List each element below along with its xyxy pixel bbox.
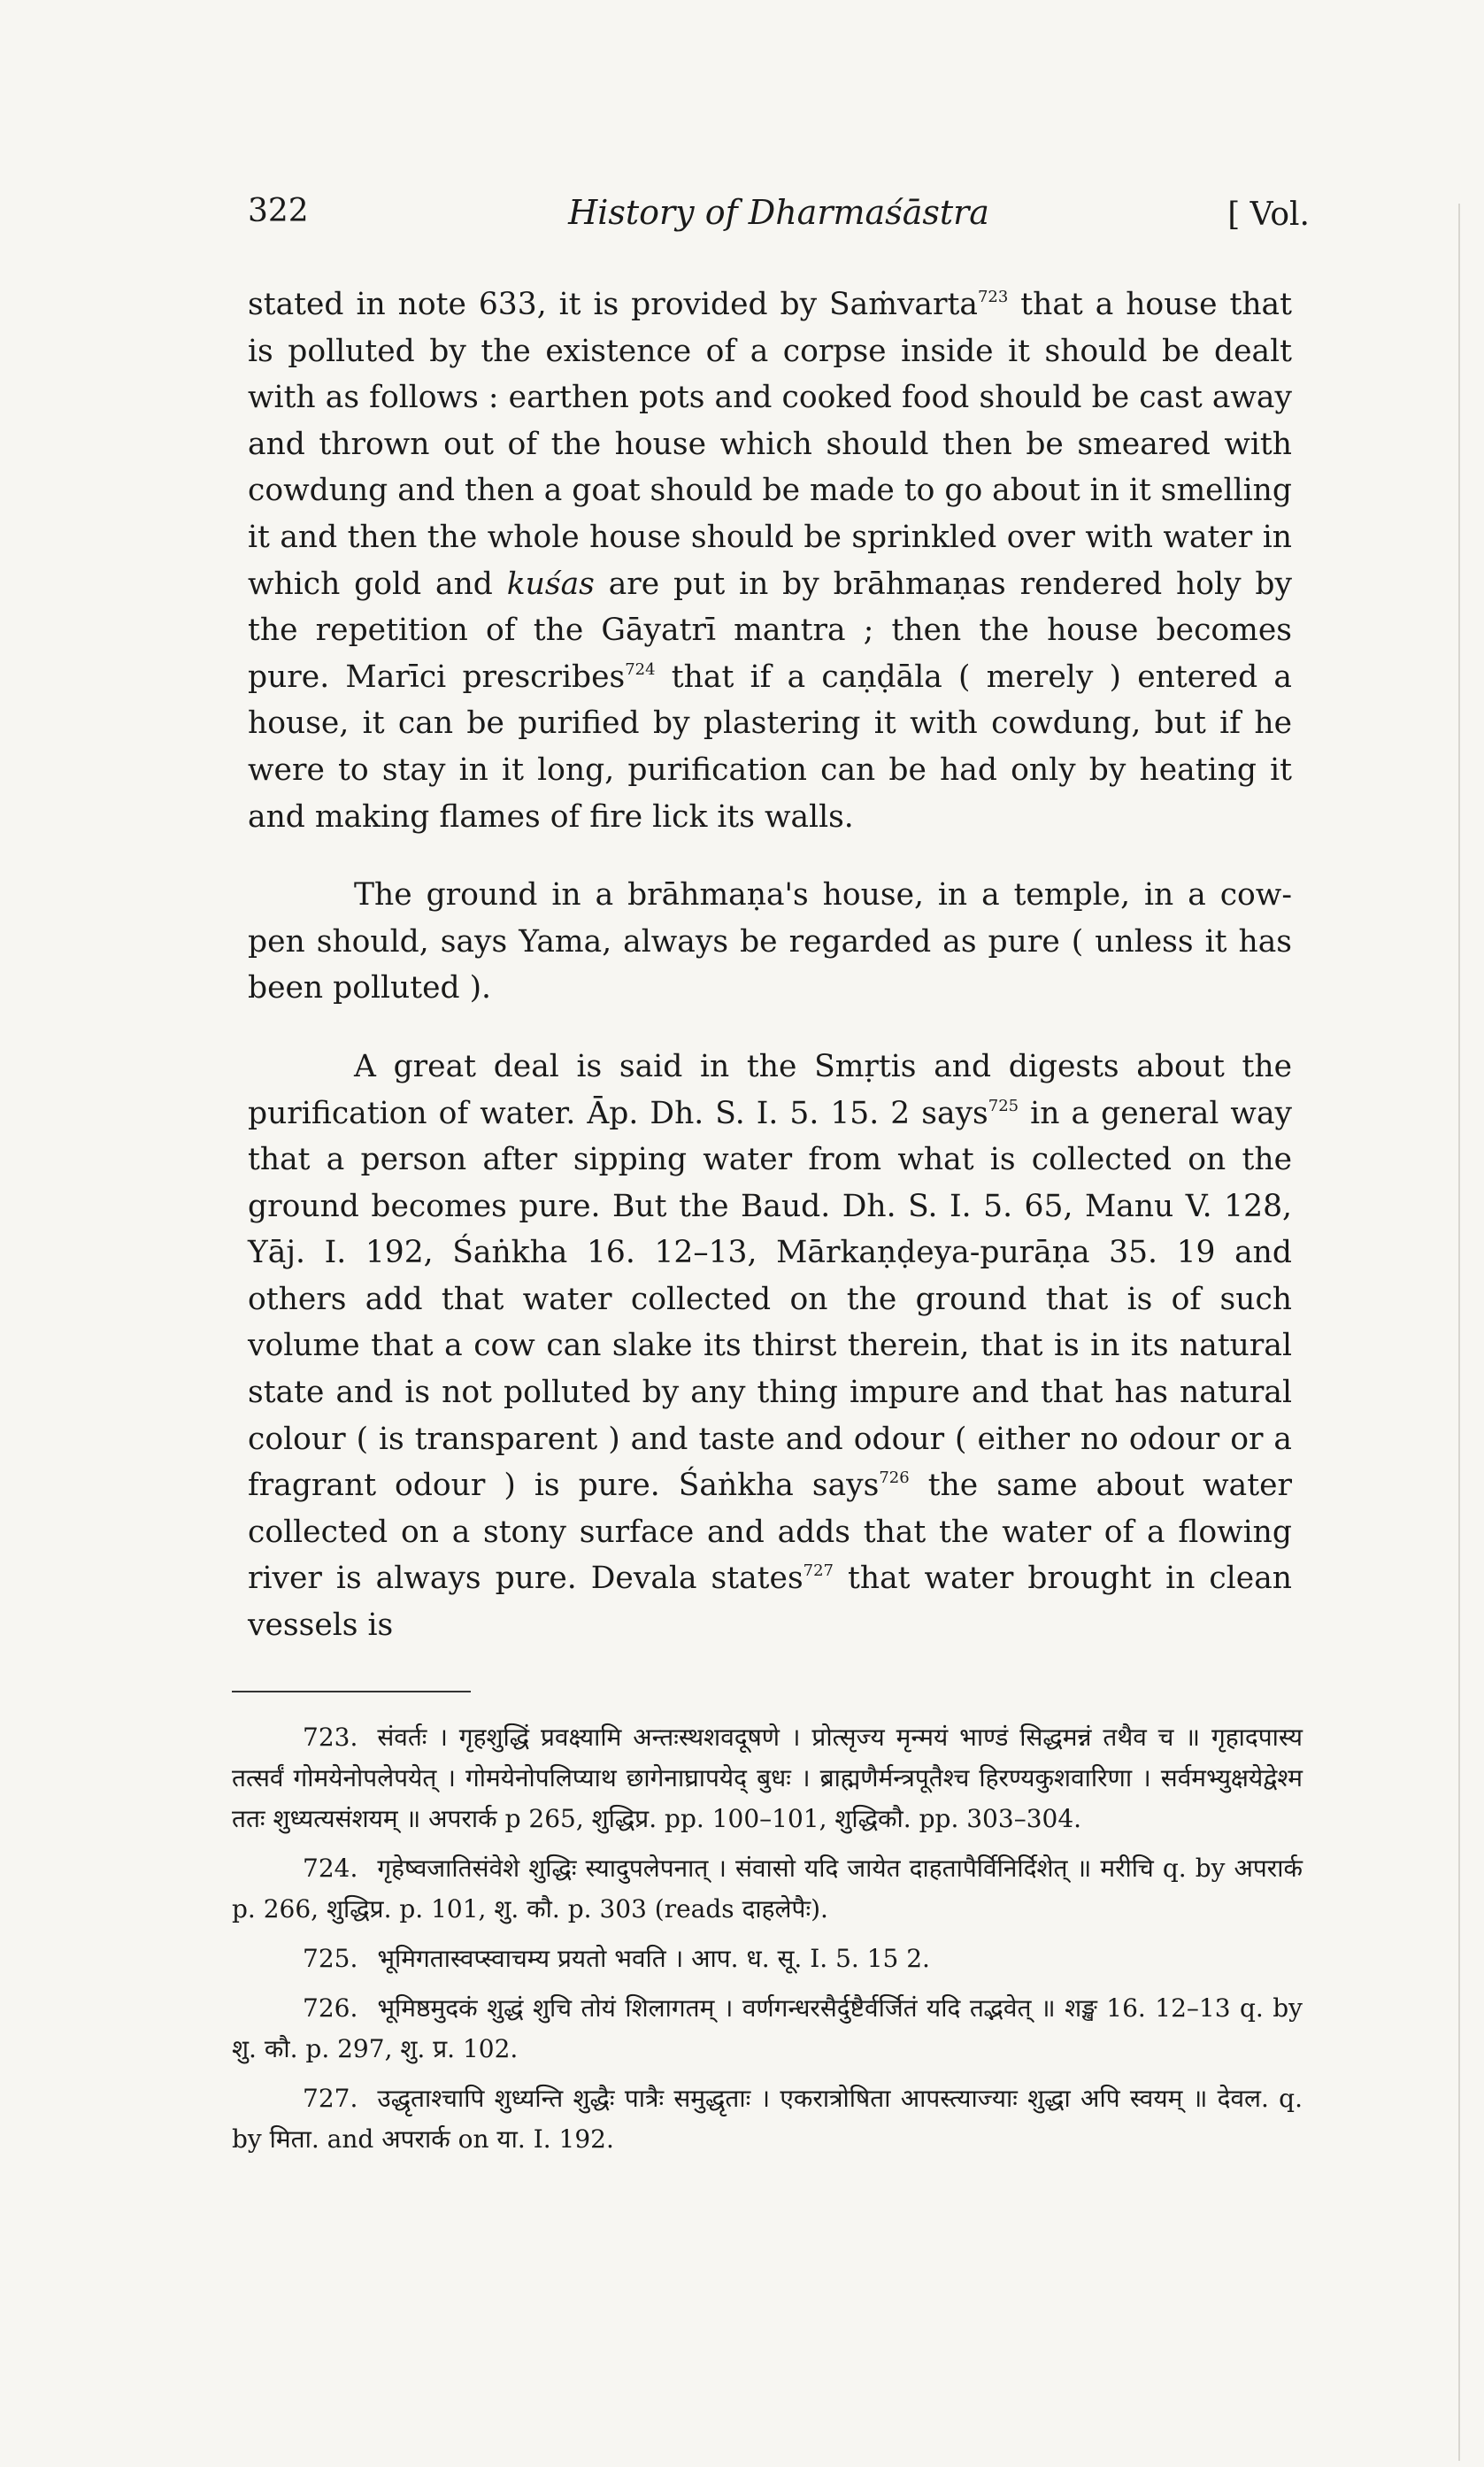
footnote-723: 723. संवर्तः । गृहशुद्धिं प्रवक्ष्यामि अन्तःस्थशवदूषणे । प्रोत्सृज्य मृन्मयं भाण्डं सिद्धमन्नं तथैव च ॥ गृहादपास्य तत्सर्वं गोमयेनोपलेपयेत् । गोमयेनोपलिप्याथ छागेनाघ्रापयेद् बुधः । ब्राह्मणैर्मन्त्रपूतैश्च हिरण्यकुशवारिणा । सर्वमभ्युक्षयेद्वेश्म ततः शुध्यत्यसंशयम् ॥ अपरार्क p 265, शुद्धिप्र. pp. 100–101, शुद्धिकौ. pp. 303–304. (232, 1723, 1303, 1833)
body-text (248, 281, 1292, 1681)
footnote-ref: 723 (977, 288, 1009, 306)
paragraph-1: stated in note 633, it is provided by Saṁvarta$^{723}$ that a house that is polluted by the existence of a corpse inside it should be dealt with as follows : earthen pots and cooked food should be cast away and thrown out of the house which should then be smeared with cowdung and then a goat should be made to go about in it smelling it and then the whole house should be sprinkled over with water in which gold and kuśas are put in by brāhmaṇas rendered holy by the repetition of the Gāyatrī mantra ; then the house becomes pure. Marīci prescribes$^{724}$ that if a caṇḍāla ( merely ) entered a house, it can be purified by plastering it with cowdung, but if he were to stay in it long, purification can be had only by heating it and making flames of fire lick its walls. (248, 287, 1292, 835)
footnote-ref: 727 (803, 1561, 834, 1581)
page-number: 322 (248, 193, 309, 229)
footnote-ref: 725 (988, 1096, 1019, 1115)
page-margin-line (1458, 204, 1460, 2461)
running-header (248, 193, 1310, 246)
paragraph-2: The ground in a brāhmaṇa's house, in a temple, in a cow-pen should, says Yama, always be regarded as pure ( unless it has been polluted ). (248, 877, 1292, 1006)
footnote-ref: 724 (625, 659, 656, 679)
footnote-725: 725. भूमिगतास्वप्स्वाचम्य प्रयतो भवति । आप. ध. सू. I. 5. 15 2. (303, 1944, 930, 1973)
footnote-727: 727. उद्धृताश्चापि शुध्यन्ति शुद्धैः पात्रैः समुद्धृताः । एकरात्रोषिता आपस्त्याज्याः शुद्धा अपि स्वयम् ॥ देवल. q. by मिता. and अपरार्क on या. I. 192. (232, 2084, 1303, 2154)
volume-label: [ Vol. (1227, 197, 1310, 233)
kusas-term: kuśas (506, 566, 595, 602)
footnote-rule (232, 1691, 471, 1692)
footnote-ref: 726 (879, 1469, 910, 1488)
running-title: History of Dharmaśāstra (568, 193, 989, 232)
footnote-724: 724. गृहेष्वजातिसंवेशे शुद्धिः स्यादुपलेपनात् । संवासो यदि जायेत दाहतापैर्विनिर्दिशेत् ॥ मरीचि q. by अपरार्क p. 266, शुद्धिप्र. p. 101, शु. कौ. p. 303 (reads दाहलेपैः). (232, 1854, 1303, 1923)
paragraph-3: A great deal is said in the Smṛtis and digests about the purification of water. Āp. Dh. S. I. 5. 15. 2 says$^{725}$ in a general way that a person after sipping water from what is collected on the ground becomes pure. But the Baud. Dh. S. I. 5. 65, Manu V. 128, Yāj. I. 192, Śaṅkha 16. 12–13, Mārkaṇḍeya-purāṇa 35. 19 and others add that water collected on the ground that is of such volume that a cow can slake its thirst therein, that is in its natural state and is not polluted by any thing impure and that has natural colour ( is transparent ) and taste and odour ( either no odour or a fragrant odour ) is pure. Śaṅkha says$^{726}$ the same about water collected on a stony surface and adds that the water of a flowing river is always pure. Devala states$^{727}$ that water brought in clean vessels is (248, 1048, 1292, 1644)
footnotes (232, 1717, 1303, 2169)
footnote-726: 726. भूमिष्ठमुदकं शुद्धं शुचि तोयं शिलागतम् । वर्णगन्धरसैर्दुष्टैर्वर्जितं यदि तद्भवेत् ॥ शङ्ख 16. 12–13 q. by शु. कौ. p. 297, शु. प्र. 102. (232, 1993, 1303, 2063)
